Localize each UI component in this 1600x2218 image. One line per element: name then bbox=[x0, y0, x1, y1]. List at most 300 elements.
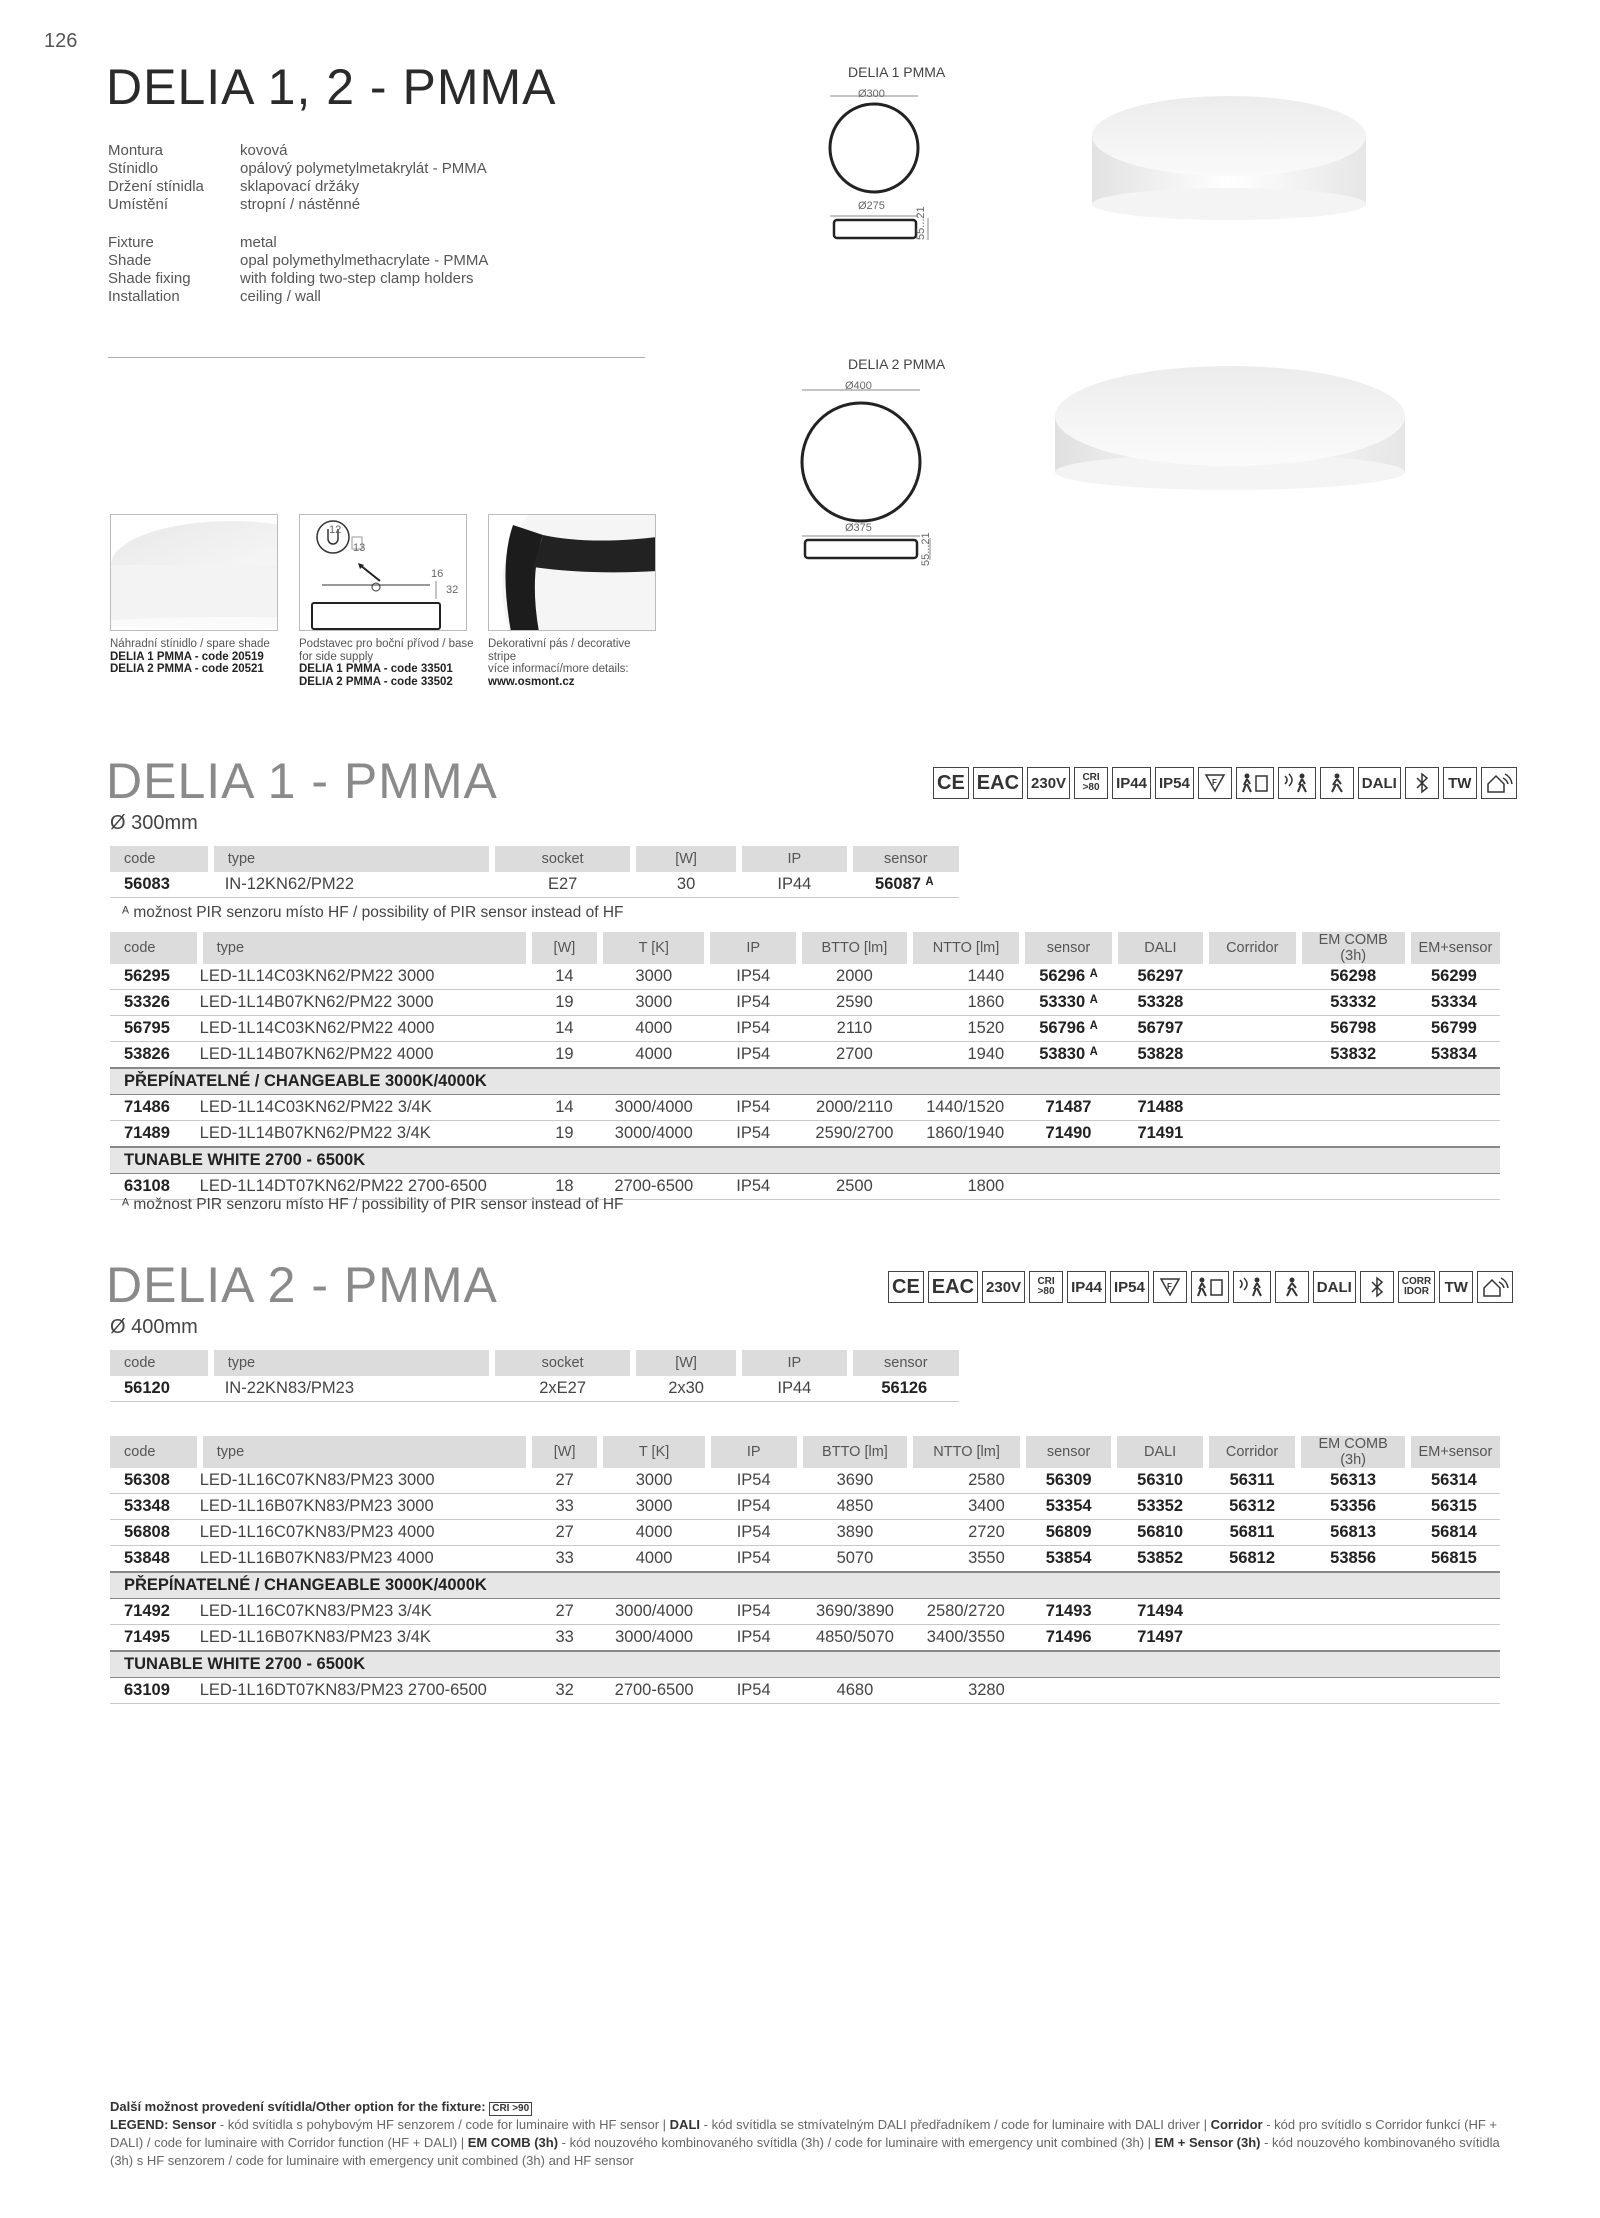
dimension-drawing-delia1 bbox=[820, 82, 960, 254]
tw-icon: TW bbox=[1439, 1271, 1473, 1303]
sensor-icon bbox=[1477, 1271, 1513, 1303]
table-cell: 3550 bbox=[910, 1546, 1022, 1573]
table-cell bbox=[1206, 1042, 1299, 1069]
table-cell: 3000/4000 bbox=[600, 1095, 707, 1121]
table-cell: 3000 bbox=[600, 1494, 707, 1520]
table-cell: 56299 bbox=[1408, 964, 1500, 990]
table-cell: 32 bbox=[529, 1678, 600, 1704]
table-cell: 71492 bbox=[110, 1599, 200, 1625]
table-cell: 4000 bbox=[600, 1042, 707, 1069]
accessory-caption-2 bbox=[299, 638, 479, 688]
table-delia2-conventional bbox=[110, 1350, 959, 1402]
table-cell bbox=[1114, 1678, 1205, 1704]
table-row bbox=[110, 1016, 1500, 1042]
column-header: DALI bbox=[1114, 1436, 1205, 1468]
column-header: DALI bbox=[1115, 932, 1206, 964]
table-cell: 3000 bbox=[600, 1468, 707, 1494]
table-cell: 2590/2700 bbox=[799, 1121, 910, 1148]
f-icon bbox=[1153, 1271, 1187, 1303]
page-number: 126 bbox=[44, 30, 78, 52]
pir-icon bbox=[1233, 1271, 1271, 1303]
legend-other-option: Další možnost provedení svítidla/Other option for the fixture: bbox=[110, 2099, 486, 2114]
table-cell: 19 bbox=[529, 1042, 600, 1069]
table-cell bbox=[1408, 1095, 1500, 1121]
dim-d2-top: Ø400 bbox=[845, 380, 872, 392]
spec-value: stropní / nástěnné bbox=[240, 196, 361, 213]
f-icon bbox=[1198, 767, 1232, 799]
base-dim-16: 16 bbox=[431, 568, 444, 580]
table-cell bbox=[1298, 1625, 1407, 1652]
table-cell: 53334 bbox=[1408, 990, 1500, 1016]
table-cell: 1440 bbox=[910, 964, 1022, 990]
table-cell: 53832 bbox=[1299, 1042, 1408, 1069]
table-cell: 56315 bbox=[1408, 1494, 1500, 1520]
spec-value: sklapovací držáky bbox=[240, 178, 360, 195]
table-cell: IN-12KN62/PM22 bbox=[211, 872, 493, 898]
table-cell: 2000 bbox=[799, 964, 910, 990]
table-row bbox=[110, 1678, 1500, 1704]
table-cell bbox=[1022, 1174, 1115, 1200]
accessory-1-text: Náhradní stínidlo / spare shade bbox=[110, 638, 270, 650]
column-header: EM COMB (3h) bbox=[1299, 932, 1408, 964]
ip54-icon: IP54 bbox=[1110, 1271, 1149, 1303]
table-row bbox=[110, 1468, 1500, 1494]
table-cell: 53352 bbox=[1114, 1494, 1205, 1520]
group-header-row bbox=[110, 1068, 1500, 1095]
table-cell: LED-1L16C07KN83/PM23 4000 bbox=[200, 1520, 529, 1546]
accessory-3-link[interactable]: www.osmont.cz bbox=[488, 675, 575, 688]
table-cell: IP54 bbox=[707, 964, 799, 990]
spec-row bbox=[108, 234, 668, 252]
table-cell: IP54 bbox=[708, 1678, 800, 1704]
table-cell bbox=[1408, 1625, 1500, 1652]
table-cell: 4000 bbox=[600, 1520, 707, 1546]
column-header: sensor bbox=[1022, 932, 1115, 964]
table-cell: 33 bbox=[529, 1494, 600, 1520]
accessory-caption-1 bbox=[110, 638, 290, 676]
section-title-delia1: DELIA 1 - PMMA bbox=[106, 753, 498, 809]
table-cell: 71486 bbox=[110, 1095, 200, 1121]
corr-idor-icon: CORR IDOR bbox=[1398, 1271, 1435, 1303]
section-diameter-delia1: Ø 300mm bbox=[110, 812, 198, 834]
table-cell: 2700 bbox=[799, 1042, 910, 1069]
column-header: sensor bbox=[850, 1350, 959, 1376]
table-cell: IP54 bbox=[707, 1095, 799, 1121]
table-cell bbox=[1408, 1678, 1500, 1704]
table-cell: 56310 bbox=[1114, 1468, 1205, 1494]
group-title: TUNABLE WHITE 2700 - 6500K bbox=[110, 1147, 1500, 1174]
svg-text:F: F bbox=[1166, 1282, 1172, 1291]
certification-icons-delia1 bbox=[933, 767, 1517, 799]
table-cell: 1860 bbox=[910, 990, 1022, 1016]
table-cell: 56813 bbox=[1298, 1520, 1407, 1546]
accessory-spare-shade-image bbox=[110, 514, 278, 631]
column-header: code bbox=[110, 846, 211, 872]
table-cell: 30 bbox=[633, 872, 739, 898]
table-cell: 4000 bbox=[600, 1016, 707, 1042]
dali-icon: DALI bbox=[1358, 767, 1401, 799]
table-cell: 2700-6500 bbox=[600, 1678, 707, 1704]
table-cell: IP44 bbox=[739, 1376, 849, 1402]
ce-icon: CE bbox=[933, 767, 969, 799]
table-cell: 3000/4000 bbox=[600, 1625, 707, 1652]
table-cell: IP54 bbox=[707, 1174, 799, 1200]
dim-d2-side: Ø375 bbox=[845, 522, 872, 534]
table-cell: 2580/2720 bbox=[910, 1599, 1022, 1625]
table-cell bbox=[1206, 1678, 1299, 1704]
table-cell: 53828 bbox=[1115, 1042, 1206, 1069]
230v-icon: 230V bbox=[1027, 767, 1070, 799]
table-cell: 18 bbox=[529, 1174, 600, 1200]
ce-icon: CE bbox=[888, 1271, 924, 1303]
column-header: code bbox=[110, 932, 200, 964]
column-header: NTTO [lm] bbox=[910, 932, 1022, 964]
table-cell: IP54 bbox=[708, 1625, 800, 1652]
table-row bbox=[110, 1376, 959, 1402]
certification-icons-delia2 bbox=[888, 1271, 1513, 1303]
table-cell: 53348 bbox=[110, 1494, 200, 1520]
spec-value: with folding two-step clamp holders bbox=[240, 270, 474, 287]
table-cell: 56809 bbox=[1023, 1520, 1115, 1546]
table-cell: 1440/1520 bbox=[910, 1095, 1022, 1121]
table-cell bbox=[1206, 1016, 1299, 1042]
table-cell: 71495 bbox=[110, 1625, 200, 1652]
table-cell: 53834 bbox=[1408, 1042, 1500, 1069]
column-header: IP bbox=[707, 932, 799, 964]
table-cell: 56808 bbox=[110, 1520, 200, 1546]
column-header: IP bbox=[739, 1350, 849, 1376]
table-cell: IP54 bbox=[708, 1599, 800, 1625]
column-header: code bbox=[110, 1350, 211, 1376]
table-cell bbox=[1298, 1678, 1407, 1704]
table-cell: 71494 bbox=[1114, 1599, 1205, 1625]
column-header: [W] bbox=[529, 1436, 600, 1468]
table-cell: 56811 bbox=[1206, 1520, 1299, 1546]
table-row bbox=[110, 1520, 1500, 1546]
table-row bbox=[110, 1599, 1500, 1625]
base-dim-32: 32 bbox=[446, 584, 459, 596]
table-cell: 71487 bbox=[1022, 1095, 1115, 1121]
table-cell: IP54 bbox=[708, 1520, 800, 1546]
spec-value: opal polymethylmethacrylate - PMMA bbox=[240, 252, 489, 269]
table-cell: 53830 ᴬ bbox=[1022, 1042, 1115, 1069]
spec-value: metal bbox=[240, 234, 277, 251]
table-cell: 53330 ᴬ bbox=[1022, 990, 1115, 1016]
group-header-row bbox=[110, 1572, 1500, 1599]
table-cell: 71488 bbox=[1115, 1095, 1206, 1121]
table-cell bbox=[1408, 1121, 1500, 1148]
column-header: type bbox=[211, 1350, 493, 1376]
column-header: T [K] bbox=[600, 932, 707, 964]
table-cell: LED-1L14C03KN62/PM22 3/4K bbox=[200, 1095, 529, 1121]
table-delia2-led bbox=[110, 1436, 1500, 1704]
table-cell: 56798 bbox=[1299, 1016, 1408, 1042]
spec-key: Fixture bbox=[108, 234, 154, 251]
column-header: code bbox=[110, 1436, 200, 1468]
table-cell: 1940 bbox=[910, 1042, 1022, 1069]
eac-icon: EAC bbox=[928, 1271, 978, 1303]
bt-icon bbox=[1360, 1271, 1394, 1303]
table-row bbox=[110, 1042, 1500, 1069]
group-title: PŘEPÍNATELNÉ / CHANGEABLE 3000K/4000K bbox=[110, 1572, 1500, 1599]
table-cell: 27 bbox=[529, 1599, 600, 1625]
table-cell: 56297 bbox=[1115, 964, 1206, 990]
eac-icon: EAC bbox=[973, 767, 1023, 799]
dim-d1-side: Ø275 bbox=[858, 200, 885, 212]
table-cell bbox=[1299, 1095, 1408, 1121]
column-header: NTTO [lm] bbox=[910, 1436, 1022, 1468]
table-cell bbox=[1298, 1599, 1407, 1625]
table-cell bbox=[1206, 990, 1299, 1016]
spec-row bbox=[108, 196, 668, 214]
legend-term: EM + Sensor (3h) bbox=[1154, 2135, 1261, 2150]
walk-icon bbox=[1320, 767, 1354, 799]
table-cell: IP54 bbox=[707, 1042, 799, 1069]
table-cell bbox=[1206, 964, 1299, 990]
table-cell: 14 bbox=[529, 1016, 600, 1042]
table-cell: 63109 bbox=[110, 1678, 200, 1704]
accessory-2-code2: DELIA 2 PMMA - code 33502 bbox=[299, 675, 453, 688]
table-cell: LED-1L16B07KN83/PM23 4000 bbox=[200, 1546, 529, 1573]
table-cell: 3000 bbox=[600, 964, 707, 990]
section-title-delia2: DELIA 2 - PMMA bbox=[106, 1257, 498, 1313]
table-cell: 3690/3890 bbox=[800, 1599, 911, 1625]
table-row bbox=[110, 990, 1500, 1016]
ip44-icon: IP44 bbox=[1067, 1271, 1106, 1303]
column-header: sensor bbox=[1023, 1436, 1115, 1468]
note2-delia1: ᴬ možnost PIR senzoru místo HF / possibility of PIR sensor instead of HF bbox=[122, 1196, 624, 1213]
table-cell: 56796 ᴬ bbox=[1022, 1016, 1115, 1042]
spec-row bbox=[108, 288, 668, 306]
column-header: sensor bbox=[850, 846, 959, 872]
table-cell: IP54 bbox=[707, 1121, 799, 1148]
table-cell: 71493 bbox=[1023, 1599, 1115, 1625]
accessory-3-text: Dekorativní pás / decorative stripe bbox=[488, 638, 631, 663]
table-cell: 56799 bbox=[1408, 1016, 1500, 1042]
table-cell: LED-1L14C03KN62/PM22 4000 bbox=[200, 1016, 529, 1042]
product-image-delia1 bbox=[1080, 88, 1380, 228]
table-cell: 56308 bbox=[110, 1468, 200, 1494]
table-cell: LED-1L16C07KN83/PM23 3000 bbox=[200, 1468, 529, 1494]
table-cell: 1860/1940 bbox=[910, 1121, 1022, 1148]
table-cell: 53328 bbox=[1115, 990, 1206, 1016]
table-cell: 53354 bbox=[1023, 1494, 1115, 1520]
column-header: EM+sensor bbox=[1408, 1436, 1500, 1468]
table-cell: LED-1L14C03KN62/PM22 3000 bbox=[200, 964, 529, 990]
column-header: [W] bbox=[633, 1350, 739, 1376]
legend-desc: - kód nouzového kombinovaného svítidla (3h) s HF senzorem / code for luminaire with emergency unit combined (3h) and HF sensor bbox=[110, 2135, 1500, 2168]
table-cell: 53826 bbox=[110, 1042, 200, 1069]
spec-key: Installation bbox=[108, 288, 180, 305]
table-cell: 2xE27 bbox=[492, 1376, 633, 1402]
spec-row bbox=[108, 178, 668, 196]
table-cell: 2720 bbox=[910, 1520, 1022, 1546]
table-cell: LED-1L16B07KN83/PM23 3/4K bbox=[200, 1625, 529, 1652]
table-cell: 3000/4000 bbox=[600, 1121, 707, 1148]
table-cell: LED-1L14B07KN62/PM22 4000 bbox=[200, 1042, 529, 1069]
cri-80-icon: CRI >80 bbox=[1029, 1271, 1063, 1303]
table-cell: 4850 bbox=[800, 1494, 911, 1520]
column-header: IP bbox=[708, 1436, 800, 1468]
table-cell: 3400 bbox=[910, 1494, 1022, 1520]
table-cell bbox=[1023, 1678, 1115, 1704]
table-cell: IP54 bbox=[707, 990, 799, 1016]
legend bbox=[110, 2098, 1500, 2170]
table-cell bbox=[1206, 1599, 1299, 1625]
table-delia1-led bbox=[110, 932, 1500, 1200]
table-cell: 53326 bbox=[110, 990, 200, 1016]
table-cell bbox=[1206, 1174, 1299, 1200]
column-header: Corridor bbox=[1206, 932, 1299, 964]
legend-term: EM COMB (3h) bbox=[467, 2135, 559, 2150]
column-header: [W] bbox=[633, 846, 739, 872]
base-dim-13: 13 bbox=[353, 542, 366, 554]
table-cell: LED-1L14B07KN62/PM22 3000 bbox=[200, 990, 529, 1016]
dim-d1-top: Ø300 bbox=[858, 88, 885, 100]
table-cell: 56312 bbox=[1206, 1494, 1299, 1520]
table-cell: 71491 bbox=[1115, 1121, 1206, 1148]
legend-term: LEGEND: Sensor bbox=[110, 2117, 217, 2132]
table-cell: 3000 bbox=[600, 990, 707, 1016]
drawing-label-delia2: DELIA 2 PMMA bbox=[848, 356, 946, 372]
drawing-label-delia1: DELIA 1 PMMA bbox=[848, 64, 946, 80]
group-title: PŘEPÍNATELNÉ / CHANGEABLE 3000K/4000K bbox=[110, 1068, 1500, 1095]
ip54-icon: IP54 bbox=[1155, 767, 1194, 799]
table-cell: 53852 bbox=[1114, 1546, 1205, 1573]
table-cell: 56810 bbox=[1114, 1520, 1205, 1546]
group-title: TUNABLE WHITE 2700 - 6500K bbox=[110, 1651, 1500, 1678]
dimension-drawing-delia2 bbox=[796, 374, 956, 574]
table-cell: LED-1L16B07KN83/PM23 3000 bbox=[200, 1494, 529, 1520]
spec-row bbox=[108, 252, 668, 270]
table-row bbox=[110, 1095, 1500, 1121]
column-header: type bbox=[211, 846, 493, 872]
exit-icon bbox=[1191, 1271, 1229, 1303]
table-cell: 56313 bbox=[1298, 1468, 1407, 1494]
legend-desc: - kód svítidla se stmívatelným DALI předřadníkem / code for luminaire with DALI driver | bbox=[700, 2117, 1211, 2132]
table-cell: 19 bbox=[529, 990, 600, 1016]
table-cell: 2000/2110 bbox=[799, 1095, 910, 1121]
table-cell: 56797 bbox=[1115, 1016, 1206, 1042]
spec-row bbox=[108, 160, 668, 178]
table-cell: E27 bbox=[492, 872, 633, 898]
bt-icon bbox=[1405, 767, 1439, 799]
table-cell: 2590 bbox=[799, 990, 910, 1016]
ip44-icon: IP44 bbox=[1112, 767, 1151, 799]
table-cell: 56295 bbox=[110, 964, 200, 990]
column-header: T [K] bbox=[600, 1436, 707, 1468]
table-cell bbox=[1115, 1174, 1206, 1200]
table-cell: 71489 bbox=[110, 1121, 200, 1148]
table-row bbox=[110, 1625, 1500, 1652]
accessory-1-code1: DELIA 1 PMMA - code 20519 bbox=[110, 650, 264, 663]
column-header: socket bbox=[492, 1350, 633, 1376]
table-cell: 2x30 bbox=[633, 1376, 739, 1402]
table-cell: 56814 bbox=[1408, 1520, 1500, 1546]
cri90-badge: CRI >90 bbox=[489, 2102, 532, 2116]
product-image-delia2 bbox=[1045, 356, 1415, 496]
table-cell: IP54 bbox=[708, 1546, 800, 1573]
exit-icon bbox=[1236, 767, 1274, 799]
spec-value: kovová bbox=[240, 142, 288, 159]
tw-icon: TW bbox=[1443, 767, 1477, 799]
table-cell bbox=[1206, 1121, 1299, 1148]
table-delia1-conventional bbox=[110, 846, 959, 898]
table-cell: LED-1L16C07KN83/PM23 3/4K bbox=[200, 1599, 529, 1625]
walk-icon bbox=[1275, 1271, 1309, 1303]
spec-key: Shade bbox=[108, 252, 152, 269]
table-cell: 33 bbox=[529, 1546, 600, 1573]
table-cell: 4850/5070 bbox=[800, 1625, 911, 1652]
column-header: type bbox=[200, 1436, 529, 1468]
column-header: BTTO [lm] bbox=[799, 932, 910, 964]
table-cell bbox=[1206, 1095, 1299, 1121]
sensor-icon bbox=[1481, 767, 1517, 799]
table-cell: 56298 bbox=[1299, 964, 1408, 990]
divider bbox=[108, 357, 645, 358]
table-cell: LED-1L14B07KN62/PM22 3/4K bbox=[200, 1121, 529, 1148]
table-cell: 3690 bbox=[800, 1468, 911, 1494]
table-cell: IP44 bbox=[739, 872, 849, 898]
column-header: BTTO [lm] bbox=[800, 1436, 911, 1468]
spec-row bbox=[108, 270, 668, 288]
legend-desc: - kód svítidla s pohybovým HF senzorem / code for luminaire with HF sensor | bbox=[216, 2117, 670, 2132]
base-dim-12: 12 bbox=[329, 524, 342, 536]
page-title: DELIA 1, 2 - PMMA bbox=[106, 59, 557, 115]
spec-key: Umístění bbox=[108, 196, 169, 213]
table-cell: 56120 bbox=[110, 1376, 211, 1402]
table-cell: 56314 bbox=[1408, 1468, 1500, 1494]
table-row bbox=[110, 872, 959, 898]
svg-text:F: F bbox=[1211, 778, 1217, 787]
table-cell bbox=[1299, 1121, 1408, 1148]
note-delia1: ᴬ možnost PIR senzoru místo HF / possibility of PIR sensor instead of HF bbox=[122, 904, 624, 921]
table-cell: 63108 bbox=[110, 1174, 200, 1200]
specs-en bbox=[108, 234, 668, 306]
230v-icon: 230V bbox=[982, 1271, 1025, 1303]
column-header: Corridor bbox=[1206, 1436, 1299, 1468]
column-header: IP bbox=[739, 846, 849, 872]
specs-cz bbox=[108, 142, 668, 214]
table-cell: 14 bbox=[529, 964, 600, 990]
table-cell bbox=[1408, 1599, 1500, 1625]
spec-row bbox=[108, 142, 668, 160]
pir-icon bbox=[1278, 767, 1316, 799]
table-cell: 3890 bbox=[800, 1520, 911, 1546]
table-cell: 53854 bbox=[1023, 1546, 1115, 1573]
table-cell: 71496 bbox=[1023, 1625, 1115, 1652]
table-cell: 3000/4000 bbox=[600, 1599, 707, 1625]
table-cell bbox=[1408, 1174, 1500, 1200]
table-cell: 53856 bbox=[1298, 1546, 1407, 1573]
spec-key: Shade fixing bbox=[108, 270, 191, 287]
table-cell: 56795 bbox=[110, 1016, 200, 1042]
dali-icon: DALI bbox=[1313, 1271, 1356, 1303]
accessory-2-text: Podstavec pro boční přívod / base for side supply bbox=[299, 638, 474, 663]
table-cell: 1520 bbox=[910, 1016, 1022, 1042]
table-cell: IP54 bbox=[708, 1494, 800, 1520]
table-cell: IP54 bbox=[707, 1016, 799, 1042]
table-cell: 56815 bbox=[1408, 1546, 1500, 1573]
table-cell: 2500 bbox=[799, 1174, 910, 1200]
table-cell: 19 bbox=[529, 1121, 600, 1148]
table-cell bbox=[1299, 1174, 1408, 1200]
accessory-decorative-stripe-image bbox=[488, 514, 656, 631]
column-header: EM COMB (3h) bbox=[1298, 1436, 1407, 1468]
group-header-row bbox=[110, 1147, 1500, 1174]
table-cell: 56296 ᴬ bbox=[1022, 964, 1115, 990]
table-cell: LED-1L14DT07KN62/PM22 2700-6500 bbox=[200, 1174, 529, 1200]
